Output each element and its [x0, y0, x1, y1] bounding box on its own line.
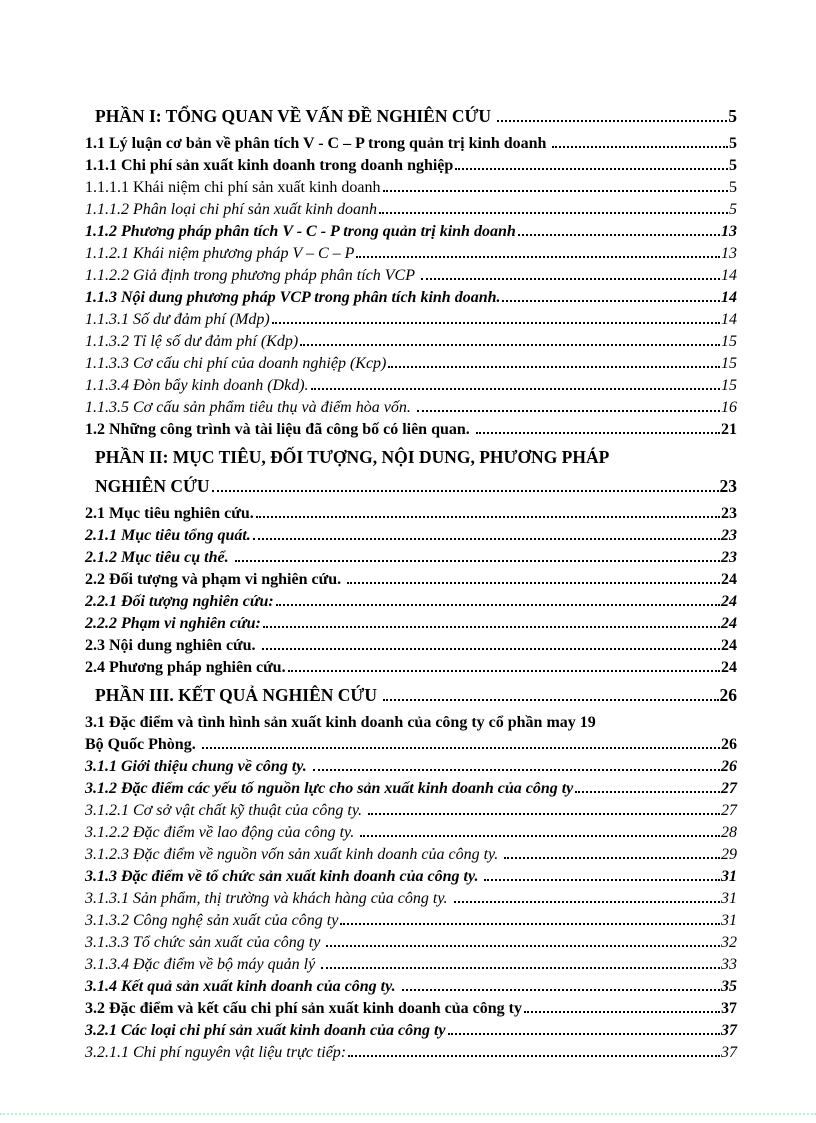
- toc-entry[interactable]: [85, 822, 737, 844]
- toc-page-number: 37: [721, 1044, 737, 1061]
- toc-entry[interactable]: [85, 591, 737, 613]
- dot-leader: [504, 857, 720, 859]
- toc-entry-text: 3.2 Đặc điểm và kết cấu chi phí sản xuất kinh doanh của công ty: [85, 1000, 522, 1017]
- toc-entry-text: 2.4 Phương pháp nghiên cứu.: [85, 659, 286, 676]
- toc-entry[interactable]: [85, 1042, 737, 1064]
- dot-leader: [421, 278, 720, 280]
- toc-entry[interactable]: [85, 734, 737, 756]
- toc-page-number: 24: [721, 659, 737, 676]
- toc-entry[interactable]: [85, 221, 737, 243]
- toc-entry[interactable]: [85, 712, 737, 734]
- toc-page-number: 24: [721, 615, 737, 632]
- toc-page-number: 15: [721, 355, 737, 372]
- dot-leader: [356, 256, 720, 258]
- toc-entry-text: 3.1 Đặc điểm và tình hình sản xuất kinh doanh của công ty cổ phần may 19: [85, 714, 596, 731]
- toc-entry-text: 3.1.4 Kết quả sản xuất kinh doanh của công ty.: [85, 978, 400, 995]
- toc-entry[interactable]: [85, 133, 737, 155]
- toc-entry[interactable]: [85, 265, 737, 287]
- toc-entry-text: 1.1.3.5 Cơ cấu sản phẩm tiêu thụ và điểm hòa vốn.: [85, 399, 415, 416]
- toc-page-number: 14: [721, 267, 737, 284]
- toc-entry-text: PHẦN I: TỔNG QUAN VỀ VẤN ĐỀ NGHIÊN CỨU: [95, 106, 496, 126]
- toc-page-number: 26: [719, 685, 737, 705]
- toc-entry[interactable]: [85, 309, 737, 331]
- toc-entry[interactable]: [85, 155, 737, 177]
- toc-entry-text: 1.1.2.1 Khái niệm phương pháp V – C – P: [85, 245, 355, 262]
- dot-leader: [502, 300, 720, 302]
- toc-entry[interactable]: [85, 910, 737, 932]
- dot-leader: [552, 146, 728, 148]
- toc-page-number: 5: [729, 135, 737, 152]
- dot-leader: [253, 538, 720, 540]
- toc-entry[interactable]: [85, 800, 737, 822]
- dot-leader: [454, 901, 720, 903]
- toc-page-number: 23: [721, 549, 737, 566]
- toc-entry-text: 3.1.2 Đặc điểm các yếu tố nguồn lực cho sản xuất kinh doanh của công ty: [85, 780, 574, 797]
- toc-entry-text: 1.1.3.2 Tỉ lệ số dư đảm phí (Kdp): [85, 333, 299, 350]
- toc-entry-text: NGHIÊN CỨU: [95, 476, 210, 496]
- toc-entry-text: 3.1.3.1 Sản phẩm, thị trường và khách hàng của công ty.: [85, 890, 452, 907]
- toc-entry[interactable]: [85, 177, 737, 199]
- dot-leader: [276, 604, 720, 606]
- toc-entry-text: 3.1.3.3 Tổ chức sản xuất của công ty: [85, 934, 325, 951]
- toc-entry[interactable]: [85, 954, 737, 976]
- toc-page-number: 14: [721, 311, 737, 328]
- toc-page-number: 33: [721, 956, 737, 973]
- toc-page-number: 37: [721, 1022, 737, 1039]
- dot-leader: [368, 813, 720, 815]
- toc-page-number: 21: [721, 421, 737, 438]
- dot-leader: [340, 923, 720, 925]
- dot-leader: [202, 747, 720, 749]
- toc-entry-text: 1.2 Những công trình và tài liệu đã công bố có liên quan.: [85, 421, 474, 438]
- toc-entry[interactable]: [85, 778, 737, 800]
- toc-entry-text: 1.1.3.3 Cơ cấu chi phí của doanh nghiệp (Kcp): [85, 355, 387, 372]
- toc-entry-text: 2.1.1 Mục tiêu tổng quát.: [85, 527, 251, 544]
- toc-entry[interactable]: [85, 474, 737, 499]
- toc-page-number: 14: [721, 289, 737, 306]
- dot-leader: [321, 967, 720, 969]
- toc-entry[interactable]: [85, 419, 737, 441]
- toc-page-number: 24: [721, 571, 737, 588]
- dot-leader: [383, 699, 718, 701]
- toc-entry[interactable]: [85, 866, 737, 888]
- toc-page-number: 24: [721, 637, 737, 654]
- dot-leader: [347, 582, 720, 584]
- toc-entry-text: 2.1 Mục tiêu nghiên cứu.: [85, 505, 254, 522]
- toc-page-number: 5: [729, 201, 737, 218]
- toc-entry-text: 1.1.3.4 Đòn bẩy kinh doanh (Dkd).: [85, 377, 309, 394]
- dot-leader: [300, 344, 720, 346]
- toc-entry[interactable]: [85, 353, 737, 375]
- dot-leader: [212, 490, 719, 492]
- dot-leader: [379, 212, 728, 214]
- toc-entry-text: 3.1.3.2 Công nghệ sản xuất của công ty: [85, 912, 339, 929]
- dot-leader: [326, 945, 720, 947]
- toc-entry-text: 3.2.1.1 Chi phí nguyên vật liệu trực tiếp:: [85, 1044, 347, 1061]
- toc-page-number: 27: [721, 780, 737, 797]
- toc-page-number: 5: [728, 106, 737, 126]
- toc-entry[interactable]: [85, 635, 737, 657]
- toc-entry[interactable]: [85, 683, 737, 708]
- toc-entry-text: 3.1.2.2 Đặc điểm về lao động của công ty.: [85, 824, 359, 841]
- dot-leader: [313, 769, 720, 771]
- toc-entry-text: 1.1.2 Phương pháp phân tích V - C - P trong quản trị kinh doanh: [85, 223, 516, 240]
- dot-leader: [256, 516, 720, 518]
- toc-entry-text: PHẦN II: MỤC TIÊU, ĐỐI TƯỢNG, NỘI DUNG, PHƯƠNG PHÁP: [95, 447, 610, 467]
- toc-page-number: 13: [721, 245, 737, 262]
- dot-leader: [417, 410, 720, 412]
- toc-entry-text: 2.3 Nội dung nghiên cứu.: [85, 637, 260, 654]
- toc-entry[interactable]: [85, 287, 737, 309]
- toc-entry[interactable]: [85, 375, 737, 397]
- dot-leader: [497, 120, 727, 122]
- toc-page-number: 27: [721, 802, 737, 819]
- toc-page-number: 26: [721, 758, 737, 775]
- toc-entry[interactable]: [85, 397, 737, 419]
- dot-leader: [448, 1033, 720, 1035]
- toc-entry-text: 1.1 Lý luận cơ bản về phân tích V - C – P trong quản trị kinh doanh: [85, 135, 551, 152]
- dot-leader: [388, 366, 720, 368]
- toc-entry-text: 3.2.1 Các loại chi phí sản xuất kinh doanh của công ty: [85, 1022, 446, 1039]
- dot-leader: [383, 190, 728, 192]
- dot-leader: [272, 322, 720, 324]
- toc-entry-text: 2.2.1 Đối tượng nghiên cứu:: [85, 593, 274, 610]
- toc-page-number: 31: [721, 868, 737, 885]
- toc-page-number: 31: [721, 912, 737, 929]
- toc-entry-text: 1.1.1.1 Khái niệm chi phí sản xuất kinh doanh: [85, 179, 381, 196]
- toc-page-number: 23: [719, 476, 737, 496]
- toc-page-number: 24: [721, 593, 737, 610]
- toc-entry[interactable]: [85, 888, 737, 910]
- page-break-dotted-line: [0, 1113, 816, 1115]
- toc-page-number: 29: [721, 846, 737, 863]
- dot-leader: [263, 626, 720, 628]
- dot-leader: [348, 1055, 720, 1057]
- dot-leader: [235, 560, 720, 562]
- toc-entry[interactable]: [85, 932, 737, 954]
- toc-entry[interactable]: [85, 998, 737, 1020]
- dot-leader: [288, 670, 720, 672]
- toc-entry-text: 1.1.1 Chi phí sản xuất kinh doanh trong doanh nghiệp: [85, 157, 454, 174]
- toc-page-number: 5: [729, 157, 737, 174]
- toc-page-number: 31: [721, 890, 737, 907]
- toc-page-number: 5: [729, 179, 737, 196]
- toc-entry[interactable]: [85, 525, 737, 547]
- toc-entry[interactable]: [85, 331, 737, 353]
- dot-leader: [476, 432, 720, 434]
- toc-entry-text: 2.1.2 Mục tiêu cụ thể.: [85, 549, 233, 566]
- toc-entry[interactable]: [85, 199, 737, 221]
- dot-leader: [262, 648, 720, 650]
- toc-page-number: 23: [721, 527, 737, 544]
- toc-entry[interactable]: [85, 844, 737, 866]
- toc-entry-text: Bộ Quốc Phòng.: [85, 736, 200, 753]
- table-of-contents: [85, 100, 737, 1064]
- dot-leader: [360, 835, 720, 837]
- toc-entry[interactable]: [85, 503, 737, 525]
- dot-leader: [484, 879, 720, 881]
- dot-leader: [311, 388, 720, 390]
- toc-page-number: 37: [721, 1000, 737, 1017]
- toc-page-number: 26: [721, 736, 737, 753]
- toc-page-number: 28: [721, 824, 737, 841]
- toc-entry-text: 1.1.2.2 Giả định trong phương pháp phân tích VCP: [85, 267, 419, 284]
- toc-page-number: 32: [721, 934, 737, 951]
- dot-leader: [575, 791, 720, 793]
- toc-entry[interactable]: [85, 547, 737, 569]
- toc-entry[interactable]: [85, 756, 737, 778]
- toc-page-number: 23: [721, 505, 737, 522]
- toc-entry-text: 3.1.2.3 Đặc điểm về nguồn vốn sản xuất kinh doanh của công ty.: [85, 846, 503, 863]
- toc-entry-text: 3.1.2.1 Cơ sở vật chất kỹ thuật của công ty.: [85, 802, 367, 819]
- toc-entry-text: PHẦN III. KẾT QUẢ NGHIÊN CỨU: [95, 685, 382, 705]
- toc-entry-text: 1.1.3.1 Số dư đảm phí (Mdp): [85, 311, 270, 328]
- toc-page-number: 13: [721, 223, 737, 240]
- toc-page-number: 15: [721, 377, 737, 394]
- dot-leader: [402, 989, 720, 991]
- toc-entry[interactable]: [85, 976, 737, 998]
- toc-entry[interactable]: [85, 569, 737, 591]
- toc-entry-text: 2.2 Đối tượng và phạm vi nghiên cứu.: [85, 571, 346, 588]
- toc-entry[interactable]: [85, 243, 737, 265]
- toc-page-number: 16: [721, 399, 737, 416]
- toc-entry[interactable]: [85, 613, 737, 635]
- toc-page-number: 35: [721, 978, 737, 995]
- toc-entry[interactable]: [85, 657, 737, 679]
- toc-entry-text: 3.1.3.4 Đặc điểm về bộ máy quản lý: [85, 956, 320, 973]
- toc-entry-text: 3.1.3 Đặc điểm về tổ chức sản xuất kinh doanh của công ty.: [85, 868, 483, 885]
- toc-entry[interactable]: [85, 104, 737, 129]
- toc-entry-text: 1.1.1.2 Phân loại chi phí sản xuất kinh doanh: [85, 201, 377, 218]
- toc-entry[interactable]: [85, 1020, 737, 1042]
- dot-leader: [524, 1011, 720, 1013]
- toc-entry-text: 1.1.3 Nội dung phương pháp VCP trong phân tích kinh doanh.: [85, 289, 501, 306]
- toc-entry-text: 2.2.2 Phạm vi nghiên cứu:: [85, 615, 261, 632]
- toc-entry[interactable]: [85, 445, 737, 470]
- dot-leader: [518, 234, 720, 236]
- dot-leader: [455, 168, 728, 170]
- toc-entry-text: 3.1.1 Giới thiệu chung về công ty.: [85, 758, 311, 775]
- toc-page-number: 15: [721, 333, 737, 350]
